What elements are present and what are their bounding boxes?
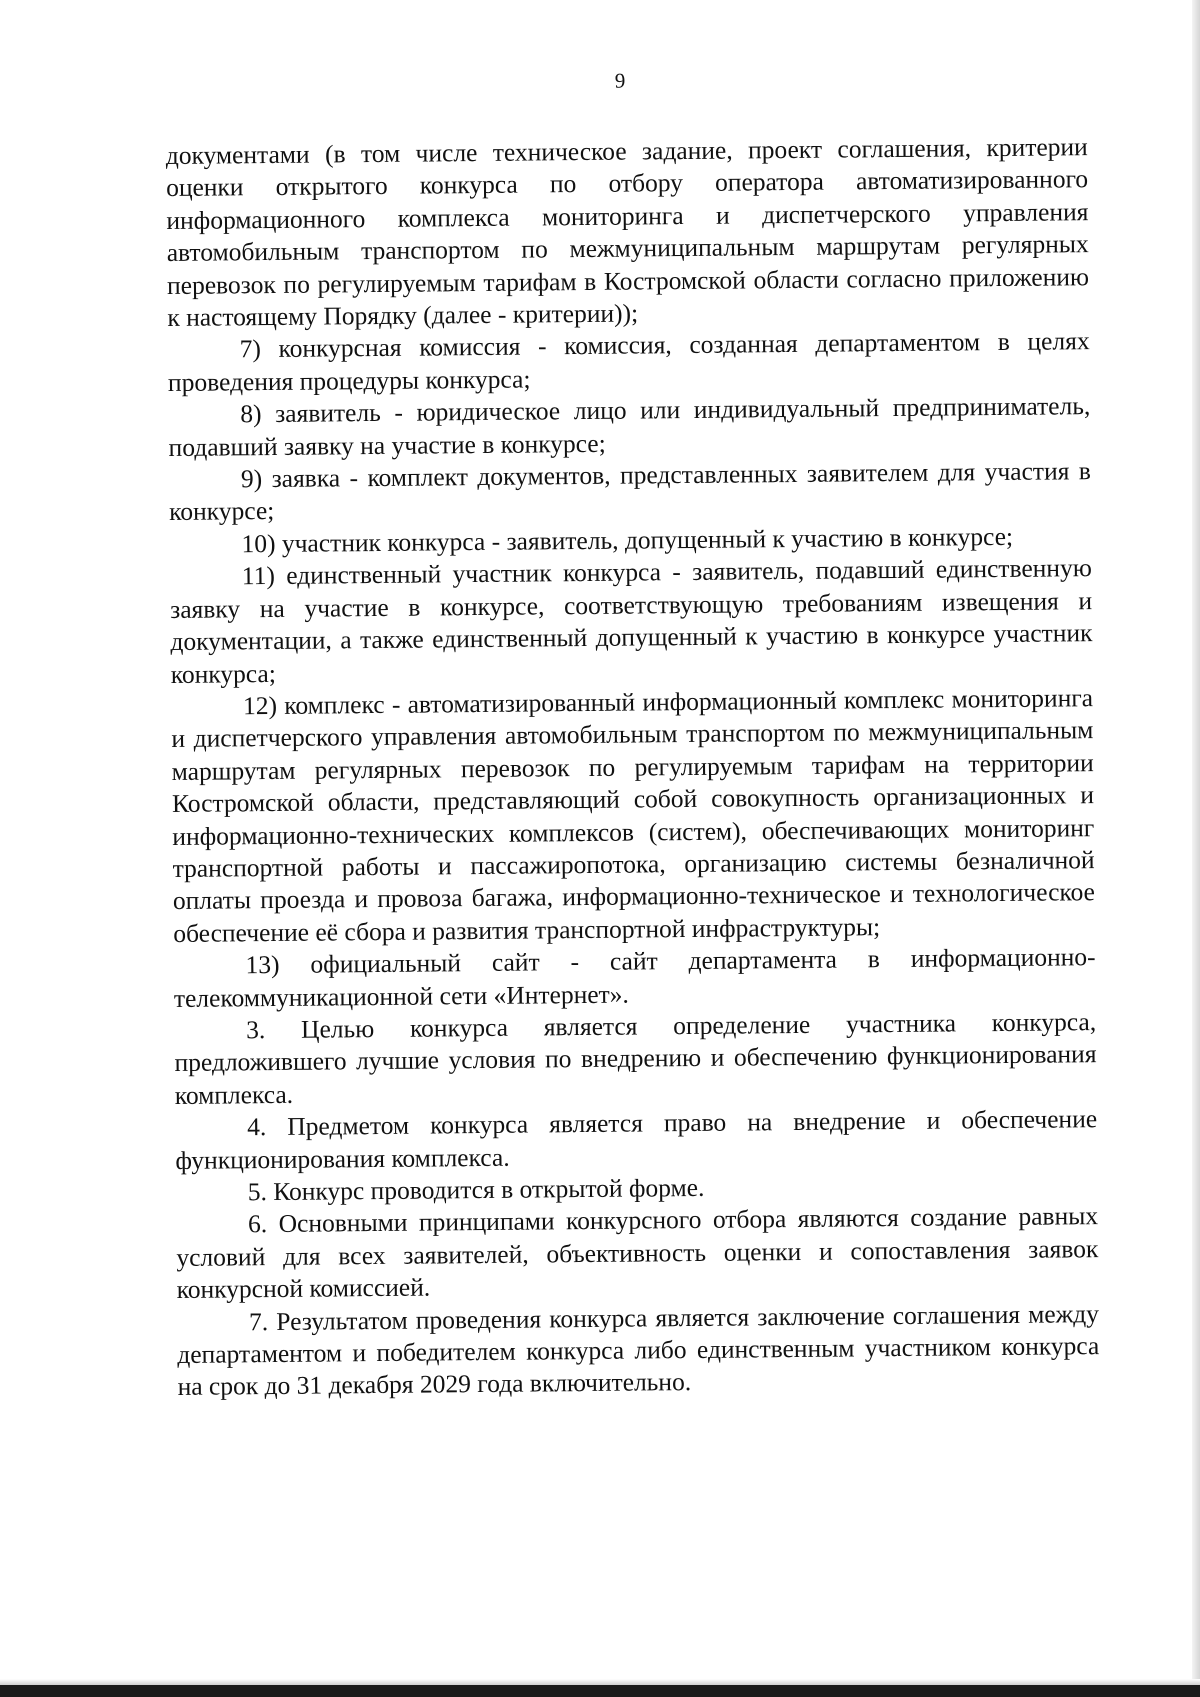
paragraph-item-7: 7) конкурсная комиссия - комиссия, созданная департаментом в целях проведения процедуры конкурса;: [167, 326, 1090, 397]
paragraph-item-11: 11) единственный участник конкурса - заявитель, подавший единственную заявку на участие в конкурсе, соответствующую требованиям извещения и документации, а также единственный допущенный к участию в конкурсе участник конкурса;: [170, 553, 1093, 689]
paragraph-section-3: 3. Целью конкурса является определение участника конкурса, предложившего лучшие условия по внедрению и обеспечению функционирования комплекса.: [174, 1007, 1097, 1110]
paragraph-item-8: 8) заявитель - юридическое лицо или индивидуальный предприниматель, подавший заявку на участие в конкурсе;: [168, 391, 1091, 462]
page-content: [165, 63, 1100, 1404]
paragraph-item-10: 10) участник конкурса - заявитель, допущенный к участию в конкурсе;: [241, 521, 1014, 559]
paragraph-section-7: 7. Результатом проведения конкурса является заключение соглашения между департаментом и победителем конкурса либо единственным участником конкурса на срок до 31 декабря 2029 года включительно.: [177, 1298, 1100, 1402]
scan-bottom-edge: [0, 1685, 1200, 1697]
paragraph-item-13: 13) официальный сайт - сайт департамента в информационно-телекоммуникационной сети «Интернет».: [173, 942, 1096, 1013]
paragraph-item-9: 9) заявка - комплект документов, представленных заявителем для участия в конкурсе;: [169, 456, 1092, 527]
paragraph-section-5: 5. Конкурс проводится в открытой форме.: [247, 1172, 705, 1207]
scan-right-edge: [1192, 0, 1200, 1697]
page-number: 9: [614, 68, 626, 93]
paragraph-section-4: 4. Предметом конкурса является право на внедрение и обеспечение функционирования комплекса.: [175, 1104, 1098, 1175]
paragraph-continuation: документами (в том числе техническое задание, проект соглашения, критерии оценки открытого конкурса по отбору оператора автоматизированного информационного комплекса мониторинга и диспетчерского управления автомобильным транспортом по межмуниципальным маршрутам регулярных перевозок по регулируемым тарифам в Костромской области согласно приложению к настоящему Порядку (далее - критерии));: [165, 132, 1090, 333]
paragraph-section-6: 6. Основными принципами конкурсного отбора являются создание равных условий для всех заявителей, объективность оценки и сопоставления заявок конкурсной комиссией.: [176, 1201, 1099, 1305]
paragraph-item-12: 12) комплекс - автоматизированный информационный комплекс мониторинга и диспетчерского управления автомобильным транспортом по межмуниципальным маршрутам регулярных перевозок по регулируемым тарифам на территории Костромской области, представляющий собой совокупность организационных и информационно-технических комплексов (систем), обеспечивающих мониторинг транспортной работы и пассажиропотока, организацию системы безналичной оплаты проезда и провоза багажа, информационно-техническое и технологическое обеспечение её сбора и развития транспортной инфраструктуры;: [171, 683, 1096, 948]
